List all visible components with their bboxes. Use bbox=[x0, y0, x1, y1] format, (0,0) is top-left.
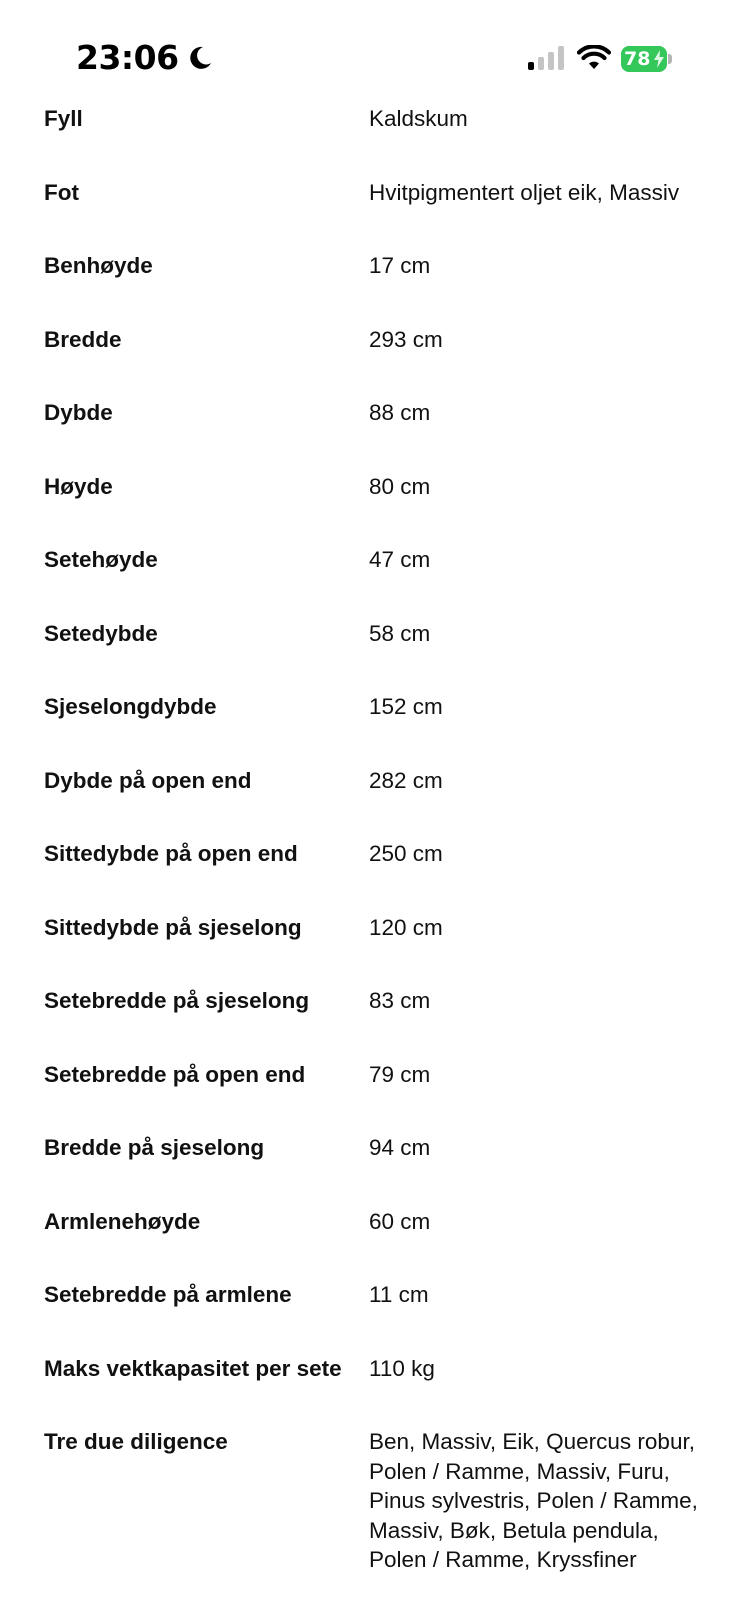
spec-value: 293 cm bbox=[369, 326, 443, 352]
spec-row bbox=[44, 104, 704, 134]
spec-row bbox=[44, 1427, 704, 1575]
spec-value: 83 cm bbox=[369, 988, 431, 1013]
spec-row bbox=[44, 839, 704, 869]
spec-value: 47 cm bbox=[369, 547, 431, 572]
spec-row bbox=[44, 1207, 704, 1237]
spec-label: Benhøyde bbox=[44, 253, 153, 278]
spec-row bbox=[44, 692, 704, 722]
spec-value: 110 kg bbox=[369, 1355, 435, 1381]
spec-value: 250 cm bbox=[369, 841, 443, 866]
cellular-signal-icon bbox=[528, 46, 564, 72]
spec-label: Dybde på open end bbox=[44, 767, 252, 793]
spec-row bbox=[44, 1060, 704, 1090]
status-bar bbox=[0, 0, 736, 110]
spec-label: Setebredde på armlene bbox=[44, 1282, 292, 1307]
spec-label: Setehøyde bbox=[44, 547, 158, 572]
spec-label: Setedybde bbox=[44, 620, 158, 646]
spec-label: Maks vektkapasitet per sete bbox=[44, 1355, 342, 1381]
spec-value: 17 cm bbox=[369, 253, 431, 278]
spec-value: Hvitpigmentert oljet eik, Massiv bbox=[369, 179, 680, 205]
spec-row bbox=[44, 178, 704, 208]
spec-row bbox=[44, 472, 704, 502]
spec-value: 152 cm bbox=[369, 694, 443, 719]
specs-list bbox=[44, 104, 704, 1619]
moon-icon bbox=[187, 45, 213, 71]
spec-value: Ben, Massiv, Eik, Quercus robur, Polen / Ramme, Massiv, Furu, Pinus sylvestris, Polen / Ramme, Massiv, Bøk, Betula pendula, Polen / Ramme, Kryssfiner bbox=[369, 1429, 698, 1572]
spec-label: Tre due diligence bbox=[44, 1429, 228, 1454]
spec-value: 60 cm bbox=[369, 1208, 431, 1234]
spec-value: 58 cm bbox=[369, 620, 431, 646]
spec-row bbox=[44, 1280, 704, 1310]
spec-row bbox=[44, 986, 704, 1016]
spec-label: Fyll bbox=[44, 106, 83, 131]
spec-value: 88 cm bbox=[369, 400, 431, 425]
spec-label: Sittedybde på open end bbox=[44, 841, 298, 866]
spec-row bbox=[44, 251, 704, 281]
battery-cap bbox=[668, 54, 672, 64]
spec-value: 94 cm bbox=[369, 1135, 431, 1160]
spec-row bbox=[44, 325, 704, 355]
spec-row bbox=[44, 766, 704, 796]
spec-row bbox=[44, 1133, 704, 1163]
battery-level: 78 bbox=[624, 48, 651, 70]
spec-row bbox=[44, 545, 704, 575]
spec-value: 282 cm bbox=[369, 767, 443, 793]
spec-row bbox=[44, 1354, 704, 1384]
spec-label: Sjeselongdybde bbox=[44, 694, 217, 719]
spec-row bbox=[44, 398, 704, 428]
spec-value: Kaldskum bbox=[369, 106, 468, 131]
wifi-icon bbox=[577, 45, 611, 71]
spec-value: 79 cm bbox=[369, 1061, 431, 1087]
spec-value: 120 cm bbox=[369, 914, 443, 940]
spec-value: 11 cm bbox=[369, 1282, 429, 1307]
spec-label: Bredde på sjeselong bbox=[44, 1135, 265, 1160]
bolt-icon bbox=[653, 50, 665, 68]
spec-label: Setebredde på open end bbox=[44, 1061, 306, 1087]
spec-label: Fot bbox=[44, 179, 79, 205]
spec-row bbox=[44, 913, 704, 943]
battery-charging-icon bbox=[621, 46, 671, 72]
spec-label: Dybde bbox=[44, 400, 113, 425]
spec-value: 80 cm bbox=[369, 473, 431, 499]
clock bbox=[76, 38, 213, 77]
spec-label: Armlenehøyde bbox=[44, 1208, 201, 1234]
spec-row bbox=[44, 619, 704, 649]
spec-label: Bredde bbox=[44, 326, 122, 352]
spec-label: Sittedybde på sjeselong bbox=[44, 914, 302, 940]
clock-time: 23:06 bbox=[76, 38, 179, 77]
spec-label: Setebredde på sjeselong bbox=[44, 988, 310, 1013]
spec-label: Høyde bbox=[44, 473, 113, 499]
